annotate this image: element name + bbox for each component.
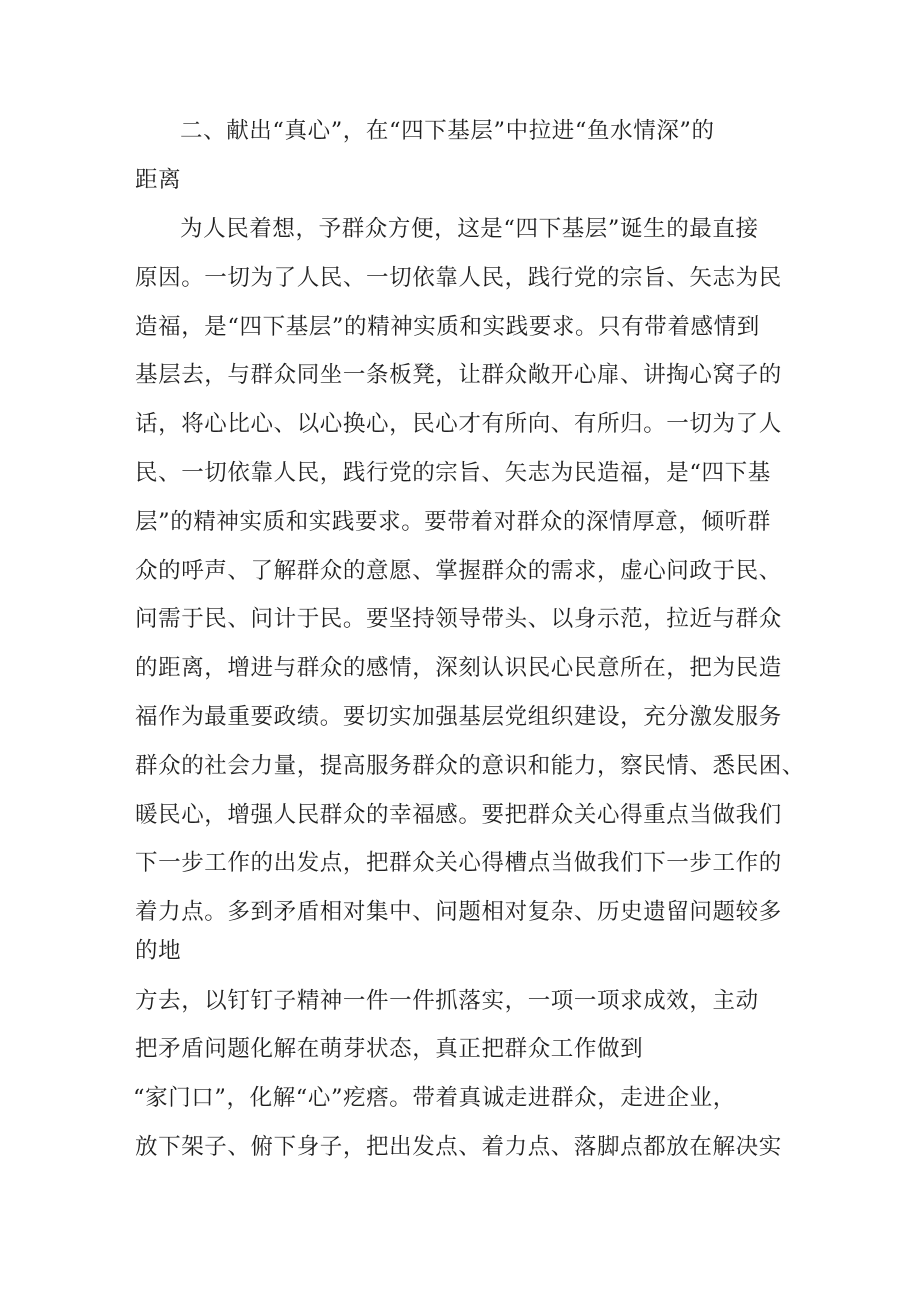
body-line: 话，将心比心、以心换心，民心才有所向、有所归。一切为了人 bbox=[135, 411, 782, 437]
section-heading-line-1: 二、献出“真心”，在“四下基层”中拉进“鱼水情深”的 bbox=[180, 118, 715, 144]
body-line: “家门口”，化解“心”疙瘩。带着真诚走进群众，走进企业， bbox=[133, 1085, 736, 1111]
body-line: 基层去，与群众同坐一条板凳，让群众敞开心扉、讲掏心窝子的 bbox=[135, 362, 782, 388]
body-line: 着力点。多到矛盾相对集中、问题相对复杂、历史遗留问题较多 bbox=[135, 899, 782, 925]
body-line: 层”的精神实质和实践要求。要带着对群众的深情厚意，倾听群 bbox=[135, 509, 771, 535]
body-line: 原因。一切为了人民、一切依靠人民，践行党的宗旨、矢志为民 bbox=[135, 265, 782, 291]
body-line: 暖民心，增强人民群众的幸福感。要把群众关心得重点当做我们 bbox=[135, 802, 782, 828]
body-line: 福作为最重要政绩。要切实加强基层党组织建设，充分激发服务 bbox=[135, 704, 782, 730]
body-line: 造福，是“四下基层”的精神实质和实践要求。只有带着感情到 bbox=[135, 314, 760, 340]
body-line: 把矛盾问题化解在萌芽状态，真正把群众工作做到 bbox=[135, 1036, 644, 1062]
body-line: 的距离，增进与群众的感情，深刻认识民心民意所在，把为民造 bbox=[135, 655, 782, 681]
body-line: 方去，以钉钉子精神一件一件抓落实，一项一项求成效，主动 bbox=[135, 988, 759, 1014]
body-line: 为人民着想，予群众方便，这是“四下基层”诞生的最直接 bbox=[180, 216, 759, 242]
body-line: 问需于民、问计于民。要坚持领导带头、以身示范，拉近与群众 bbox=[135, 606, 782, 632]
body-line: 群众的社会力量，提高服务群众的意识和能力，察民情、悉民困、 bbox=[135, 753, 805, 779]
body-line: 众的呼声、了解群众的意愿、掌握群众的需求，虚心问政于民、 bbox=[135, 558, 782, 584]
body-line: 的地 bbox=[135, 938, 182, 964]
body-line: 民、一切依靠人民，践行党的宗旨、矢志为民造福，是“四下基 bbox=[135, 460, 771, 486]
section-heading-line-2: 距离 bbox=[135, 167, 182, 193]
body-line: 下一步工作的出发点，把群众关心得槽点当做我们下一步工作的 bbox=[135, 850, 782, 876]
body-line: 放下架子、俯下身子，把出发点、着力点、落脚点都放在解决实 bbox=[135, 1134, 782, 1160]
